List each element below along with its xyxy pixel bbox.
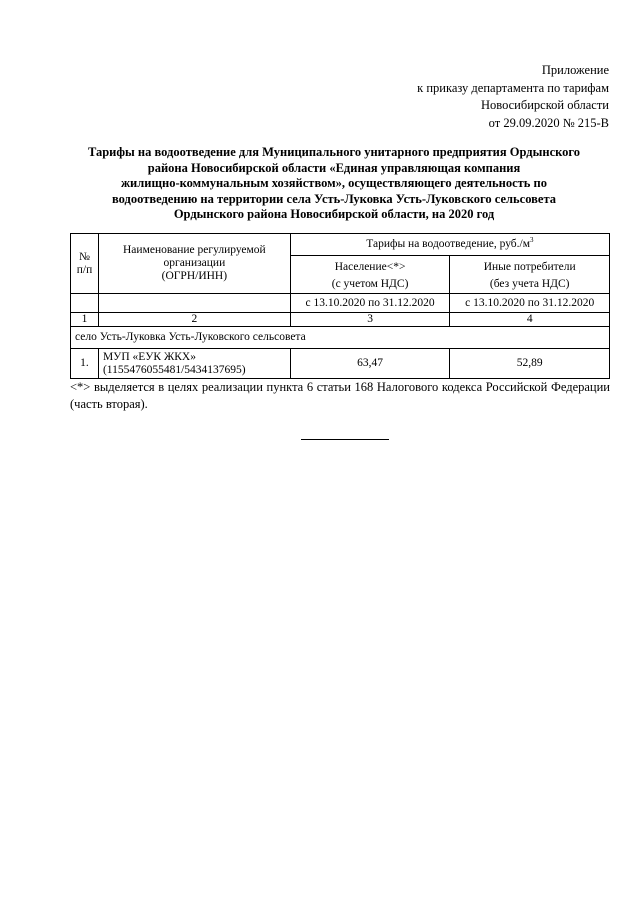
organization-name: МУП «ЕУК ЖКХ»	[102, 350, 196, 363]
header-population-vat: (с учетом НДС)	[290, 275, 450, 294]
annex-line: к приказу департамента по тарифам	[417, 80, 609, 95]
organization-ids: (1155476055481/5434137695)	[102, 363, 246, 376]
header-organization: Наименование регулируемой организации (ОГРН/ИНН)	[98, 234, 290, 294]
tariff-other: 52,89	[450, 349, 610, 379]
title-line: Ордынского района Новосибирской области, на 2020 год	[173, 207, 495, 221]
tariffs-table	[70, 233, 610, 379]
column-number: 1	[71, 313, 99, 327]
period-population: с 13.10.2020 по 31.12.2020	[290, 294, 450, 313]
row-number: 1.	[71, 349, 99, 379]
header-number: № п/п	[71, 234, 99, 294]
title-line: района Новосибирской области «Единая управляющая компания	[147, 160, 521, 175]
annex-line: Приложение	[541, 63, 609, 77]
column-number: 2	[98, 313, 290, 327]
title-line: водоотведению на территории села Усть-Луковка Усть-Луковского сельсовета	[111, 191, 556, 206]
header-other-consumers: Иные потребители	[450, 256, 610, 276]
header-empty-cell	[71, 294, 99, 313]
separator-line	[301, 439, 389, 440]
header-population: Население<*>	[290, 256, 450, 276]
title-line: жилищно-коммунальным хозяйством», осуществляющего деятельность по	[120, 176, 547, 190]
header-tariffs	[290, 234, 609, 256]
column-number: 3	[290, 313, 450, 327]
organization-cell	[98, 349, 290, 379]
column-number: 4	[450, 313, 610, 327]
annex-header	[417, 62, 609, 132]
document-title	[76, 145, 592, 223]
table-row	[71, 349, 610, 379]
tariff-population: 63,47	[290, 349, 450, 379]
cubic-superscript: 3	[530, 236, 534, 245]
section-row: село Усть-Луковка Усть-Луковского сельсовета	[71, 327, 610, 349]
title-line: Тарифы на водоотведение для Муниципального унитарного предприятия Ордынского	[87, 145, 581, 159]
period-other: с 13.10.2020 по 31.12.2020	[450, 294, 610, 313]
annex-line: Новосибирской области	[480, 98, 609, 112]
header-empty-cell	[98, 294, 290, 313]
annex-date-number: от 29.09.2020 № 215-В	[488, 115, 609, 130]
header-other-vat: (без учета НДС)	[450, 275, 610, 294]
footnote: <*> выделяется в целях реализации пункта 6 статьи 168 Налогового кодекса Российской Федерации (часть вторая).	[70, 380, 610, 411]
header-tariffs-text: Тарифы на водоотведение, руб./м	[366, 238, 531, 250]
